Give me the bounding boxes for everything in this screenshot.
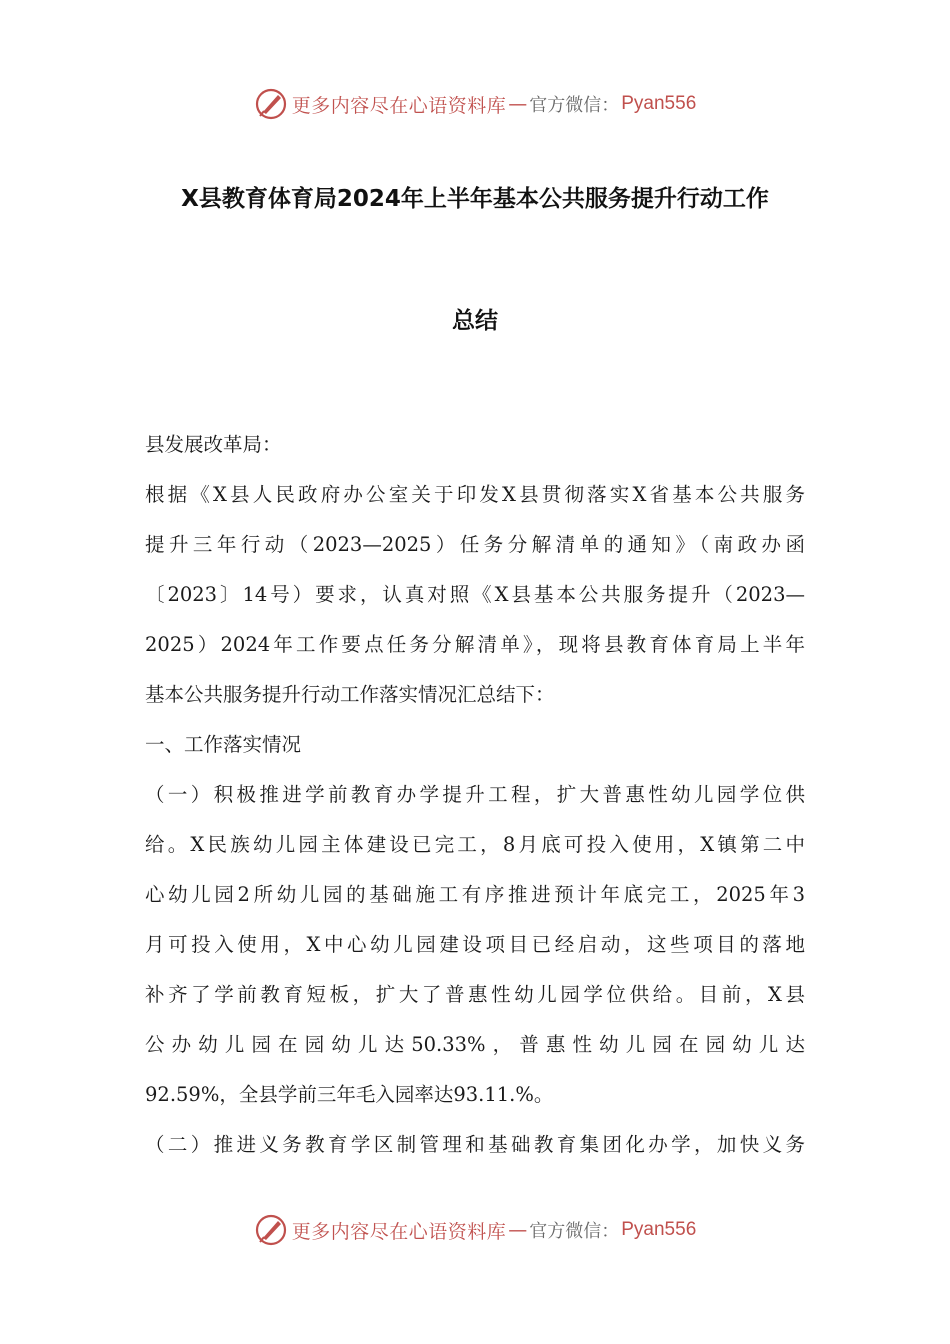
watermark-separator: — (508, 93, 528, 115)
body-line: 92.59%，全县学前三年毛入园率达93.11.%。 (145, 1083, 554, 1106)
watermark-label: 官方微信： (529, 95, 620, 116)
watermark-separator: — (508, 1219, 528, 1241)
salutation: 县发展改革局： (145, 433, 282, 456)
body-line: 给。X民族幼儿园主体建设已完工，8月底可投入使用，X镇第二中 (145, 833, 805, 856)
watermark-text: 更多内容尽在心语资料库 (291, 94, 507, 117)
body-line: 月可投入使用，X中心幼儿园建设项目已经启动，这些项目的落地 (145, 933, 805, 956)
watermark-label: 官方微信： (529, 1221, 620, 1242)
footer-watermark (0, 1210, 950, 1250)
body-line: 基本公共服务提升行动工作落实情况汇总结下： (145, 683, 555, 706)
quill-logo-icon (254, 87, 288, 121)
body-line: 公办幼儿园在园幼儿达50.33%，普惠性幼儿园在园幼儿达 (145, 1033, 805, 1056)
section-heading: 一、工作落实情况 (145, 733, 302, 756)
body-line: 补齐了学前教育短板，扩大了普惠性幼儿园学位供给。目前，X县 (145, 983, 805, 1006)
document-title-line1: X县教育体育局2024年上半年基本公共服务提升行动工作 (181, 186, 769, 212)
watermark-wechat-id: Pyan556 (621, 1219, 697, 1240)
document-body (145, 420, 805, 1170)
quill-logo-icon (254, 1213, 288, 1247)
watermark-wechat-id: Pyan556 (621, 93, 697, 114)
document-title-line2: 总结 (452, 308, 498, 334)
body-line: （一）积极推进学前教育办学提升工程，扩大普惠性幼儿园学位供 (145, 783, 805, 806)
watermark-text: 更多内容尽在心语资料库 (291, 1220, 507, 1243)
body-line: 〔2023〕14号）要求，认真对照《X县基本公共服务提升（2023— (145, 583, 805, 606)
body-line: 提升三年行动（2023—2025）任务分解清单的通知》（南政办函 (145, 533, 805, 556)
body-line: 根据《X县人民政府办公室关于印发X县贯彻落实X省基本公共服务 (145, 483, 805, 506)
body-line: （二）推进义务教育学区制管理和基础教育集团化办学，加快义务 (145, 1133, 805, 1156)
body-line: 2025）2024年工作要点任务分解清单》，现将县教育体育局上半年 (145, 633, 805, 656)
header-watermark (0, 84, 950, 124)
body-line: 心幼儿园2所幼儿园的基础施工有序推进预计年底完工，2025年3 (145, 883, 805, 906)
